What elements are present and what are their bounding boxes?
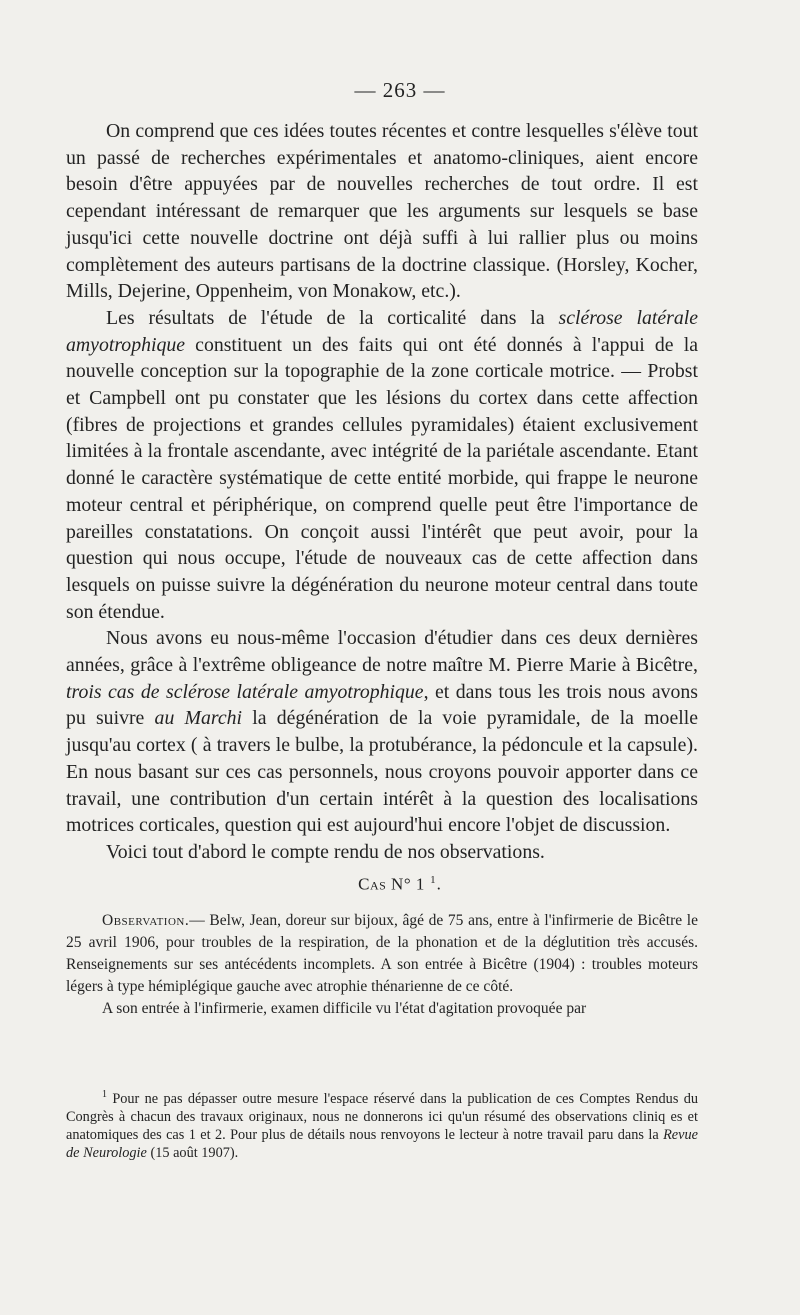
observation-block [66,910,698,1020]
footnote-journal: Revue de Neurologie [66,1126,698,1161]
paragraph-3-text-a: Nous avons eu nous-même l'occasion d'étudier dans ces deux dernières années, grâce à l'extrême obligeance de notre maître M. Pierre Marie à Bicêtre, [66,627,698,677]
footnote-marker: 1 [102,1089,107,1100]
paragraph-3-italic-d: au Marchi [154,707,243,730]
paragraph-1: On comprend que ces idées toutes récentes et contre lesquelles s'élève tout un passé de recherches expérimentales et anatomo-cliniques, aient encore besoin d'être appuyées par de nouvelles recherches de tout ordre. Il est cependant intéressant de remarquer que les arguments sur lesquels se base jusqu'ici cette nouvelle doctrine ont déjà suffi à lui rallier plus ou moins complètement des auteurs partisans de la doctrine classique. (Horsley, Kocher, Mills, Dejerine, Oppenheim, von Monakow, etc.). [66,120,698,303]
main-text [66,118,698,866]
observation-paragraph-1 [66,910,698,998]
paragraph-2 [66,305,698,625]
footnote [66,1086,698,1162]
paragraph-2-italic: sclérose latérale amyotrophique [66,306,698,356]
paragraph-2-text-c: constituent un des faits qui ont été donnés à l'appui de la nouvelle conception sur la topographie de la zone corticale motrice. — Probst et Campbell ont pu constater que les lésions du cortex dans cette affection (fibres de projections et grandes cellules pyramidales) étaient exclusivement limitées à la frontale ascendante, avec intégrité de la pariétale ascendante. Etant donné le caractère systématique de cette entité morbide, qui frappe le neurone moteur central et périphérique, on comprend quelle peut être l'importance de pareilles constatations. On conçoit aussi l'intérêt que peut avoir, pour la question qui nous occupe, l'étude de nouveaux cas de cette affection dans lesquels on puisse suivre la dégénération du neurone moteur central dans toute son étendue. [66,333,698,623]
observation-label: Observation. [102,912,190,929]
paragraph-3-text-c: , et dans tous les trois nous avons pu suivre [66,680,699,730]
footnote-text-a: Pour ne pas dépasser outre mesure l'espace réservé dans la publication de ces Comptes Rendus du Congrès à chacun des travaux originaux, nous ne donnerons ici qu'un résumé des observations cliniq es et anatomiques des cas 1 et 2. Pour plus de détails nous renvoyons le lecteur à notre travail paru dans la [66,1090,698,1143]
paragraph-3-italic-b: trois cas de sclérose latérale amyotrophique [66,680,424,703]
paragraph-4: Voici tout d'abord le compte rendu de nos observations. [106,840,545,863]
observation-paragraph-2: A son entrée à l'infirmerie, examen difficile vu l'état d'agitation provoquée par [102,1000,587,1017]
paragraph-3 [66,625,698,839]
case-heading: Cas N° 1 $^1$. [358,874,442,894]
paragraph-3-text-e: la dégénération de la voie pyramidale, de la moelle jusqu'au cortex ( à travers le bulbe, la protubérance, la pédoncule et la capsule). En nous basant sur ces cas personnels, nous croyons pouvoir apporter dans ce travail, une contribution d'un certain intérêt à la question des localisations motrices corticales, question qui est aujourd'hui encore l'objet de discussion. [66,707,698,837]
paragraph-2-text-a: Les résultats de l'étude de la corticalité dans la [106,306,559,329]
case-heading-text: Cas N° 1 [358,874,425,894]
page-number: — 263 — [354,78,446,102]
case-heading-footnote-ref: 1 [430,874,437,886]
footnote-text-c: (15 août 1907). [146,1144,239,1161]
footnote-paragraph [66,1086,698,1162]
observation-text-1: — Belw, Jean, doreur sur bijoux, âgé de 75 ans, entre à l'infirmerie de Bicêtre le 25 avril 1906, pour troubles de la respiration, de la phonation et de la déglutition très accusés. Renseignements sur ses antécédents incomplets. A son entrée à Bicêtre (1904) : troubles moteurs légers à type hémiplégique gauche avec atrophie thénarienne de ce côté. [66,912,698,995]
